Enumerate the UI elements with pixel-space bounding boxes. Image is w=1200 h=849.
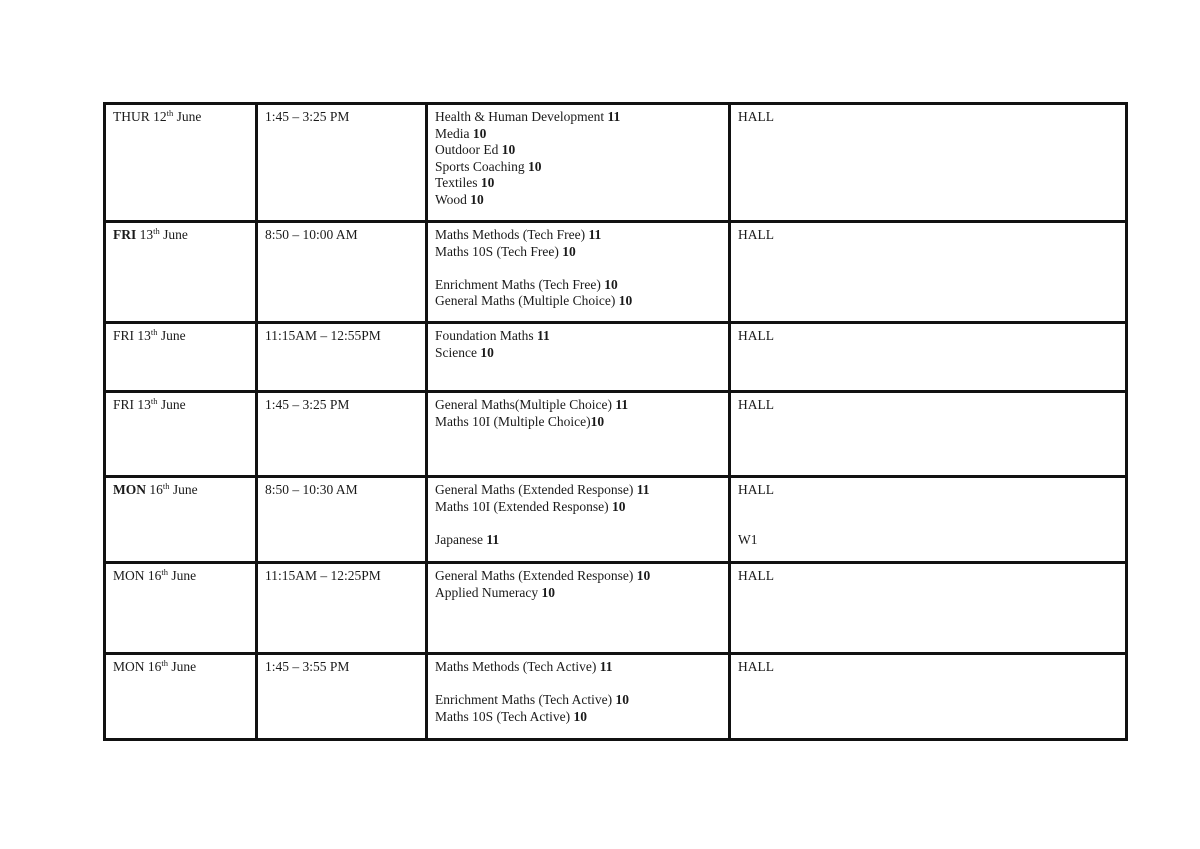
subject-name: Maths 10S (Tech Free) — [435, 243, 559, 259]
month-label: June — [160, 397, 186, 412]
schedule-row — [105, 477, 1127, 563]
date-cell — [105, 477, 257, 563]
schedule-row — [105, 563, 1127, 654]
year-level: 10 — [541, 584, 555, 600]
month-label: June — [171, 659, 197, 674]
subject-line — [435, 397, 721, 414]
year-level: 10 — [618, 293, 633, 308]
year-level: 11 — [486, 531, 500, 547]
subject-name: Sports Coaching — [435, 158, 525, 174]
subject-name: Applied Numeracy — [435, 584, 539, 600]
subjects-cell — [427, 323, 730, 392]
room-label: HALL — [738, 397, 774, 412]
room-cell — [730, 392, 1127, 477]
subject-name: General Maths (Extended Response) — [435, 482, 634, 497]
date-number: 16 — [147, 659, 162, 674]
year-level: 10 — [604, 276, 618, 292]
year-level: 11 — [588, 227, 602, 242]
date-cell — [105, 104, 257, 222]
date-suffix: th — [166, 108, 174, 118]
room-label: HALL — [738, 227, 774, 242]
subject-line — [435, 585, 721, 602]
subject-line — [435, 515, 721, 532]
date-cell — [105, 654, 257, 740]
subject-line — [435, 499, 721, 516]
room-cell — [730, 222, 1127, 323]
day-label: MON — [113, 482, 146, 497]
subject-line — [435, 568, 721, 585]
room-cell — [730, 323, 1127, 392]
date-suffix: th — [150, 327, 158, 337]
subject-name: Outdoor Ed — [435, 142, 499, 157]
day-label: MON — [113, 659, 145, 674]
subjects-cell — [427, 563, 730, 654]
date-cell — [105, 222, 257, 323]
time-cell: 1:45 – 3:55 PM — [257, 654, 427, 740]
subject-line — [435, 244, 721, 261]
subject-line — [435, 482, 721, 499]
subject-name: Enrichment Maths (Tech Free) — [435, 276, 601, 292]
year-level: 10 — [636, 568, 651, 583]
year-level: 10 — [562, 243, 576, 259]
year-level: 10 — [528, 158, 542, 174]
year-level: 10 — [573, 708, 588, 724]
schedule-row — [105, 392, 1127, 477]
date-suffix: th — [161, 658, 169, 668]
subject-name: Maths 10S (Tech Active) — [435, 708, 571, 724]
subject-line — [435, 175, 721, 192]
date-number: 12 — [153, 109, 167, 124]
time-cell: 1:45 – 3:25 PM — [257, 104, 427, 222]
subject-line — [435, 109, 721, 126]
subject-line — [435, 126, 721, 143]
year-level: 10 — [611, 498, 626, 514]
day-label: THUR — [113, 109, 150, 124]
subject-name: Maths Methods (Tech Free) — [435, 227, 586, 242]
schedule-row — [105, 222, 1127, 323]
year-level: 11 — [599, 659, 613, 674]
subject-line — [435, 659, 721, 676]
date-cell — [105, 563, 257, 654]
time-cell: 1:45 – 3:25 PM — [257, 392, 427, 477]
date-number: 13 — [139, 227, 154, 242]
schedule-row — [105, 654, 1127, 740]
subject-line — [435, 227, 721, 244]
subject-name: Wood — [435, 191, 467, 207]
year-level: 11 — [615, 397, 629, 412]
subjects-cell — [427, 392, 730, 477]
subject-name: Textiles — [435, 175, 478, 190]
room-cell — [730, 104, 1127, 222]
subject-line — [435, 293, 721, 310]
date-cell — [105, 323, 257, 392]
room-label: HALL — [738, 328, 774, 343]
subject-line — [435, 260, 721, 277]
room-cell — [730, 654, 1127, 740]
year-level: 11 — [636, 482, 650, 497]
room-label: HALL — [738, 109, 774, 124]
subject-line — [435, 709, 721, 726]
date-suffix: th — [162, 481, 170, 491]
year-level: 11 — [607, 109, 621, 124]
schedule-row — [105, 323, 1127, 392]
room-label: HALL — [738, 659, 774, 674]
date-number: 16 — [147, 568, 162, 583]
subject-line — [435, 676, 721, 693]
subjects-cell — [427, 654, 730, 740]
year-level: 10 — [480, 175, 495, 190]
subject-name: Maths 10I (Multiple Choice) — [435, 413, 591, 429]
month-label: June — [163, 227, 188, 242]
subject-line — [435, 277, 721, 294]
year-level: 10 — [472, 125, 487, 141]
room-label: W1 — [738, 531, 758, 547]
month-label: June — [172, 482, 198, 497]
date-number: 13 — [137, 397, 151, 412]
year-level: 10 — [480, 344, 494, 360]
room-label — [738, 515, 1118, 532]
year-level: 10 — [470, 191, 484, 207]
year-level: 11 — [537, 328, 550, 343]
date-number: 13 — [137, 328, 151, 343]
subject-name: General Maths(Multiple Choice) — [435, 397, 612, 412]
subject-name: Foundation Maths — [435, 328, 534, 343]
date-suffix: th — [161, 567, 169, 577]
date-suffix: th — [150, 396, 158, 406]
subjects-cell — [427, 477, 730, 563]
schedule-body — [105, 104, 1127, 740]
subject-name: Media — [435, 125, 470, 141]
subject-line — [435, 159, 721, 176]
subject-name: Health & Human Development — [435, 109, 605, 124]
time-cell: 8:50 – 10:30 AM — [257, 477, 427, 563]
subject-line — [435, 532, 721, 549]
year-level: 10 — [501, 142, 516, 157]
date-suffix: th — [153, 226, 160, 236]
month-label: June — [176, 109, 202, 124]
subject-name: Maths Methods (Tech Active) — [435, 659, 597, 674]
schedule-row — [105, 104, 1127, 222]
subject-line — [435, 345, 721, 362]
day-label: MON — [113, 568, 145, 583]
month-label: June — [171, 568, 197, 583]
subjects-cell — [427, 222, 730, 323]
room-label: HALL — [738, 568, 774, 583]
day-label: FRI — [113, 328, 135, 343]
subject-line — [435, 328, 721, 345]
subject-name: Japanese — [435, 531, 483, 547]
subject-name: General Maths (Multiple Choice) — [435, 293, 616, 308]
subject-name: Science — [435, 344, 477, 360]
subject-line — [435, 192, 721, 209]
date-number: 16 — [149, 482, 163, 497]
time-cell: 11:15AM – 12:25PM — [257, 563, 427, 654]
day-label: FRI — [113, 397, 135, 412]
time-cell: 11:15AM – 12:55PM — [257, 323, 427, 392]
subject-line — [435, 692, 721, 709]
subjects-cell — [427, 104, 730, 222]
subject-name: General Maths (Extended Response) — [435, 568, 634, 583]
year-level: 10 — [615, 692, 629, 707]
subject-name: Maths 10I (Extended Response) — [435, 498, 609, 514]
date-cell — [105, 392, 257, 477]
month-label: June — [160, 328, 186, 343]
subject-line — [435, 142, 721, 159]
day-label: FRI — [113, 227, 137, 242]
room-label — [738, 499, 1118, 516]
room-label: HALL — [738, 482, 774, 497]
room-cell — [730, 477, 1127, 563]
room-cell — [730, 563, 1127, 654]
year-level: 10 — [590, 413, 605, 429]
exam-schedule-table — [103, 102, 1128, 741]
subject-name: Enrichment Maths (Tech Active) — [435, 692, 613, 707]
subject-line — [435, 414, 721, 431]
time-cell: 8:50 – 10:00 AM — [257, 222, 427, 323]
